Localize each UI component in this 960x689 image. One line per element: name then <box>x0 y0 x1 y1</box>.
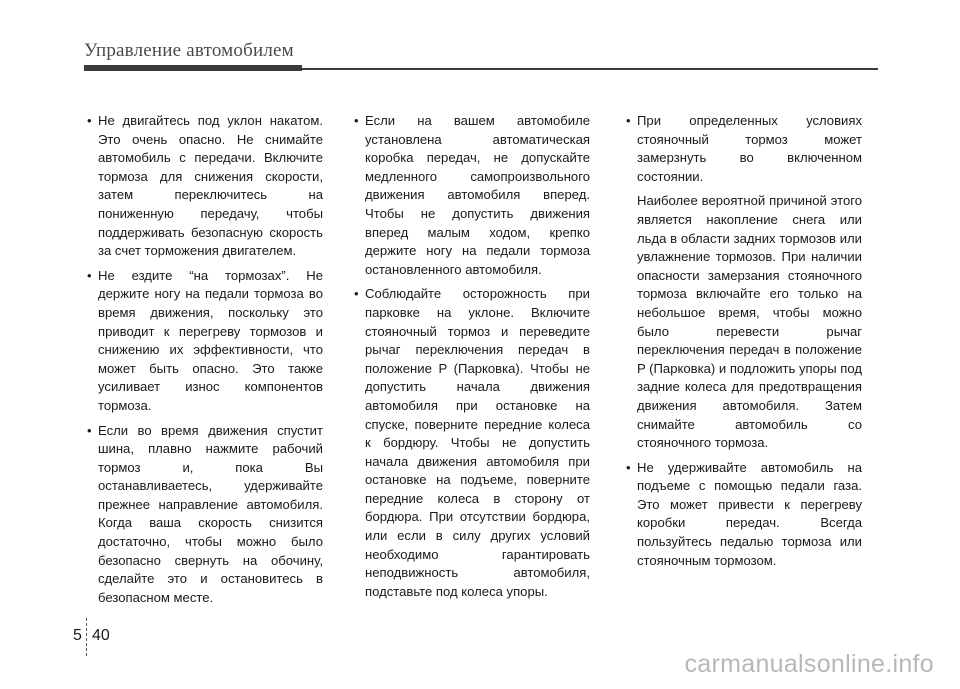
bullet-icon: • <box>626 459 631 475</box>
text-column-3 <box>626 112 862 576</box>
bullet-icon: • <box>87 422 92 438</box>
watermark-text: carmanualsonline.info <box>684 650 934 678</box>
text-column-1 <box>87 112 323 613</box>
header-rule-thick <box>84 65 302 71</box>
bullet-paragraph: Не ездите “на тормозах”. Не держите ногу на педали тормоза во время движения, поскольку это приводит к перегреву тормозов и снижению их эффективности, что может быть опасно. Это также усиливает износ компонентов тормоза. <box>98 267 323 413</box>
header-rule-thin <box>302 68 878 70</box>
bullet-paragraph: Если на вашем автомобиле установлена автоматическая коробка передач, не допускайте медленного самопроизвольного движения автомобиля вперед. Чтобы не допустить движения вперед малым ходом, крепко держите ногу на педали тормоза остановленного автомобиля. <box>365 113 590 277</box>
bullet-item <box>87 112 323 261</box>
bullet-icon: • <box>87 113 92 128</box>
bullet-item <box>626 459 862 571</box>
page-number: 40 <box>92 627 110 644</box>
bullet-icon: • <box>354 113 359 128</box>
bullet-icon: • <box>354 286 359 302</box>
bullet-item <box>354 112 590 279</box>
bullet-item <box>87 267 323 416</box>
bullet-item <box>87 422 323 608</box>
section-title: Управление автомобилем <box>84 40 294 61</box>
text-column-2 <box>354 112 590 607</box>
bullet-paragraph: При определенных условиях стояночный тормоз может замерзнуть во включенном состоянии. <box>637 113 862 184</box>
bullet-paragraph: Соблюдайте осторожность при парковке на уклоне. Включите стояночный тормоз и переведите рычаг переключения передач в положение P (Парковка). Чтобы не допустить начала движения автомобиля при остановке на спуске, поверните передние колеса к бордюру. Чтобы не допустить начала движения автомобиля при остановке на подъеме, поверните передние колеса в сторону от бордюра. При отсутствии бордюра, или если в силу других условий необходимо гарантировать неподвижность автомобиля, подставьте под колеса упоры. <box>365 286 590 599</box>
bullet-paragraph: Наиболее вероятной причиной этого является накопление снега или льда в области задних тормозов или увлажнение тормозов. При наличии опасности замерзания стояночного тормоза включайте его только на небольшое время, чтобы можно было перевести рычаг переключения передач в положение P (Парковка) и подложить упоры под задние колеса для предотвращения движения автомобиля. Затем снимайте автомобиль со стояночного тормоза. <box>637 193 862 451</box>
chapter-number: 5 <box>73 627 82 644</box>
bullet-item <box>354 285 590 601</box>
bullet-icon: • <box>87 267 92 283</box>
bullet-paragraph: Если во время движения спустит шина, плавно нажмите рабочий тормоз и, пока Вы останавливаетесь, удерживайте прежнее направление автомобиля. Когда ваша скорость снизится достаточно, чтобы можно было безопасно свернуть на обочину, сделайте это и остановитесь в безопасном месте. <box>98 422 323 605</box>
bullet-paragraph: Не двигайтесь под уклон накатом. Это очень опасно. Не снимайте автомобиль с передачи. Включите тормоза для снижения скорости, затем переключитесь на пониженную передачу, чтобы поддерживать безопасную скорость за счет торможения двигателем. <box>98 113 323 259</box>
bullet-paragraph: Не удерживайте автомобиль на подъеме с помощью педали газа. Это может привести к перегреву коробки передач. Всегда пользуйтесь педалью тормоза или стояночным тормозом. <box>637 459 862 568</box>
page-number-divider <box>86 618 87 656</box>
bullet-item <box>626 112 862 453</box>
bullet-icon: • <box>626 113 631 128</box>
